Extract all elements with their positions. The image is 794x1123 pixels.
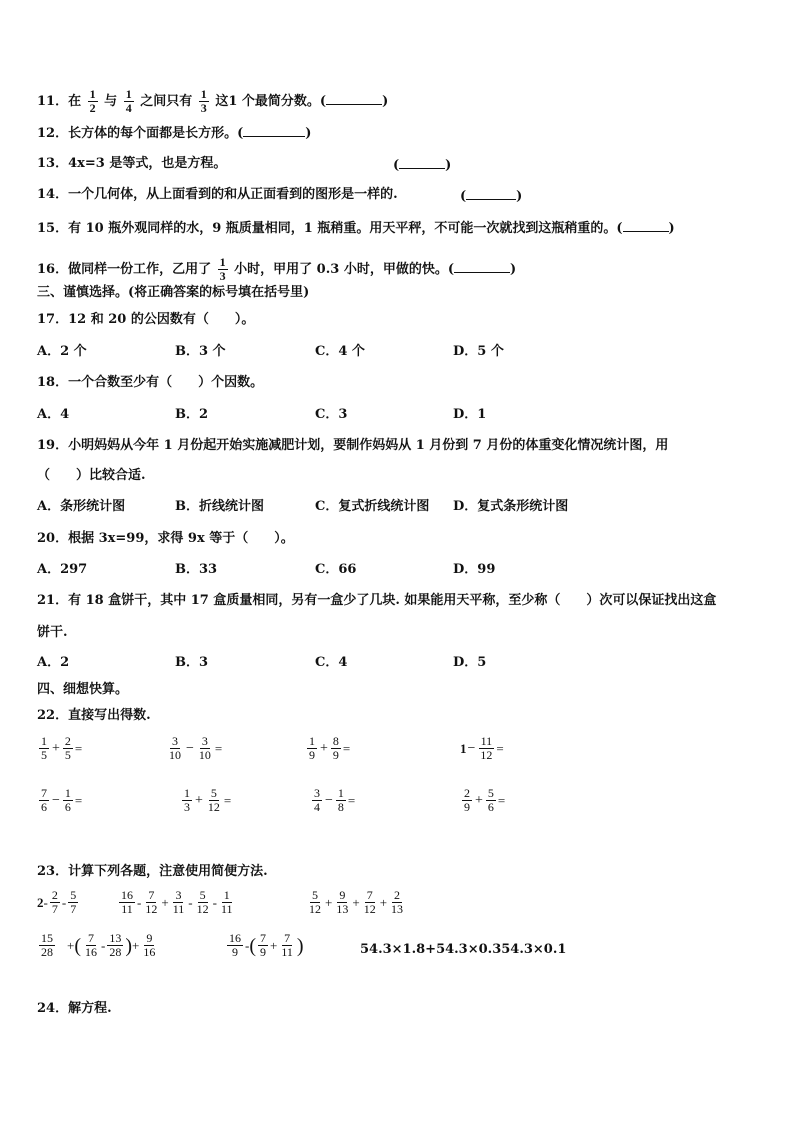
fraction: $\frac{1}{2}$ xyxy=(89,87,96,115)
question-11: 11．在 $\frac{1}{2}$ 与 $\frac{1}{4}$ 之间只有 $\frac{1}{3}$ 这1 个最简分数。( ) xyxy=(37,87,389,115)
question-20: 20．根据 3x=99，求得 9x 等于（ ）。 xyxy=(37,531,294,546)
question-19-line-1: 19．小明妈妈从今年 1 月份起开始实施减肥计划，要制作妈妈从 1 月份到 7 月份的体重变化情况统计图，用 xyxy=(37,438,669,453)
option-b[interactable]: B．3 xyxy=(175,655,209,670)
option-a[interactable]: A．2 个 xyxy=(37,344,87,359)
answer-blank[interactable] xyxy=(623,219,669,232)
option-c[interactable]: C．3 xyxy=(315,407,348,422)
option-c[interactable]: C．4 个 xyxy=(315,344,365,359)
question-12: 12．长方体的每个面都是长方形。( ) xyxy=(37,126,312,141)
section-4-heading: 四、细想快算。 xyxy=(37,682,129,697)
question-14: 14．一个几何体，从上面看到的和从正面看到的图形是一样的. xyxy=(37,187,398,202)
answer-blank[interactable] xyxy=(326,92,382,105)
fraction: $\frac{1}{4}$ xyxy=(125,87,132,115)
answer-blank[interactable] xyxy=(243,124,305,137)
option-a[interactable]: A．2 xyxy=(37,655,70,670)
option-b[interactable]: B．3 个 xyxy=(175,344,226,359)
question-24-title: 24．解方程. xyxy=(37,1001,112,1016)
option-d[interactable]: D．5 个 xyxy=(453,344,504,359)
q23-expr-4: 15 28 + ( 7 16 - 13 28 ) + $\frac{9}{16}$ xyxy=(41,931,156,959)
q22-item-3: 1 9 + $\frac{8}{9}$ = xyxy=(309,734,351,762)
q23-expr-2: 16 11 - 7 12 + $\frac{3}{11}$ - 5 12 - 1 11 xyxy=(121,888,233,916)
question-17: 17．12 和 20 的公因数有（ ）。 xyxy=(37,312,255,327)
option-d[interactable]: D．99 xyxy=(453,562,496,577)
fraction: $\frac{1}{3}$ xyxy=(200,87,207,115)
answer-blank[interactable] xyxy=(399,156,445,169)
question-18: 18．一个合数至少有（ ）个因数。 xyxy=(37,375,264,390)
question-14-answer: ( ) xyxy=(460,189,523,204)
answer-blank[interactable] xyxy=(454,260,510,273)
q22-item-2: 3 10 − $\frac{3}{10}$ = xyxy=(169,734,223,762)
q22-item-8: 2 9 + $\frac{5}{6}$ = xyxy=(464,786,506,814)
option-c[interactable]: C．4 xyxy=(315,655,348,670)
option-b[interactable]: B．折线统计图 xyxy=(175,499,264,514)
option-b[interactable]: B．33 xyxy=(175,562,218,577)
question-21-line-2: 饼干. xyxy=(37,625,68,640)
option-a[interactable]: A．297 xyxy=(37,562,88,577)
q23-expr-1: 2 - 2 7 - 5 7 xyxy=(37,888,77,916)
question-16: 16．做同样一份工作，乙用了 $\frac{1}{3}$ 小时，甲用了 0.3 小时，甲做的快。( ) xyxy=(37,255,517,283)
fraction: $\frac{1}{3}$ xyxy=(219,255,226,283)
section-3-heading: 三、谨慎选择。(将正确答案的标号填在括号里) xyxy=(37,285,310,300)
question-15: 15．有 10 瓶外观同样的水，9 瓶质量相同，1 瓶稍重。用天平秤，不可能一次就找到这瓶稍重的。( ) xyxy=(37,221,675,236)
option-d[interactable]: D．复式条形统计图 xyxy=(453,499,569,514)
q22-item-5: 7 6 − $\frac{1}{6}$ = xyxy=(41,786,83,814)
q23-expr-6: 54.3×1.8+54.3×0.354.3×0.1 xyxy=(360,942,567,957)
q23-expr-5: 16 9 - ( 7 9 + $\frac{7}{11}$ ) xyxy=(229,931,304,959)
q23-expr-3: 5 12 + $\frac{9}{13}$ + $\frac{7}{12}$ + $\frac{2}{13}$ xyxy=(309,888,404,916)
answer-blank[interactable] xyxy=(466,187,516,200)
option-c[interactable]: C．66 xyxy=(315,562,357,577)
q22-item-6: 1 3 + $\frac{5}{12}$ = xyxy=(184,786,232,814)
option-a[interactable]: A．4 xyxy=(37,407,70,422)
q22-item-1: 1 5 + $\frac{2}{5}$ = xyxy=(41,734,83,762)
question-22-title: 22．直接写出得数. xyxy=(37,708,151,723)
option-d[interactable]: D．5 xyxy=(453,655,487,670)
question-19-line-2: （ ）比较合适. xyxy=(37,468,146,483)
option-b[interactable]: B．2 xyxy=(175,407,209,422)
question-21-line-1: 21．有 18 盒饼干，其中 17 盒质量相同，另有一盒少了几块. 如果能用天平称，至少称（ ）次可以保证找出这盒 xyxy=(37,593,717,608)
question-13: 13．4x=3 是等式，也是方程。 xyxy=(37,156,227,171)
q22-item-7: 3 4 − $\frac{1}{8}$ = xyxy=(314,786,356,814)
question-23-title: 23．计算下列各题，注意使用简便方法. xyxy=(37,864,268,879)
option-d[interactable]: D．1 xyxy=(453,407,487,422)
question-13-answer: ( ) xyxy=(393,158,452,173)
option-c[interactable]: C．复式折线统计图 xyxy=(315,499,430,514)
option-a[interactable]: A．条形统计图 xyxy=(37,499,126,514)
q22-item-4: 1 − $\frac{11}{12}$ = xyxy=(460,734,504,762)
